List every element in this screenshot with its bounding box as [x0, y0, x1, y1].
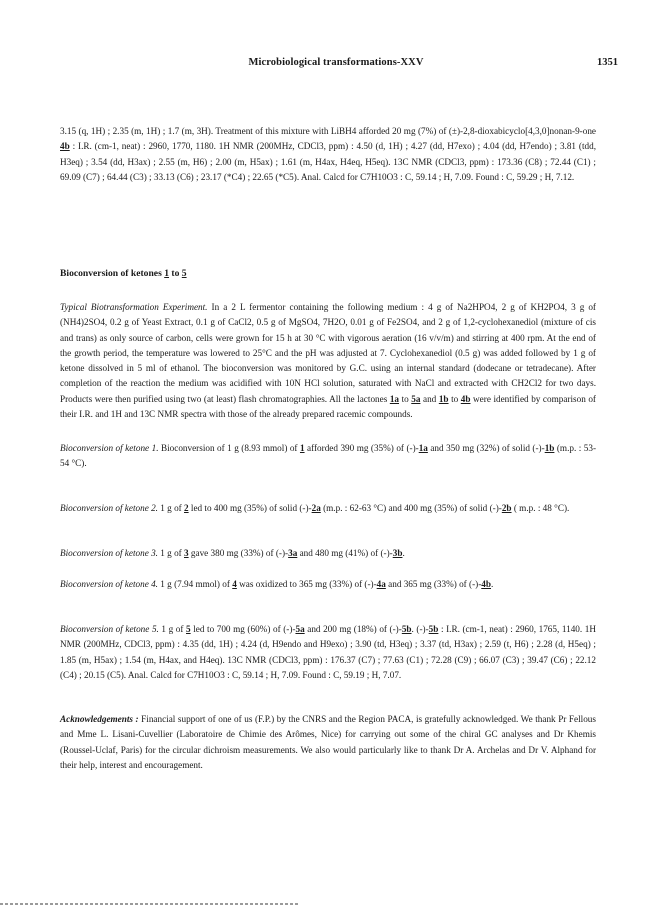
text-run: Financial support of one of us (F.P.) by the CNRS and the Region PACA, is gratefully acknowledged. We thank Pr Fellous and Mme L. Lisani-Cuvellier (Laboratoire de Chimie des Arômes, Nice) for carrying out some of the chiral GC analyses and Dr Khemis (Roussel-Uclaf, Paris) for the circular dichroism measurements. We also would particularly like to thank Dr A. Archelas and Dr V. Alphand for their help, interest and encouragement. — [60, 714, 596, 770]
running-title: Microbiological transformations-XXV — [248, 57, 424, 68]
text-run: : I.R. (cm-1, neat) : 2960, 1770, 1180. 1H NMR (200MHz, CDCl3, ppm) : 4.50 (d, 1H) ; 4.27 (dd, H7exo) ; 4.04 (dd, H7endo) ; 3.81 (tdd, H3eq) ; 3.54 (dd, H3ax) ; 2.55 (m, H6) ; 2.00 (m, H5ax) ; 1.61 (m, H4ax, H4eq, H5eq). 13C NMR (CDCl3, ppm) : 173.36 (C8) ; 72.44 (C1) ; 69.09 (C7) ; 64.44 (C3) ; 33.13 (C6) ; 23.17 (*C4) ; 22.65 (*C5). Anal. Calcd for C7H10O3 : C, 59.14 ; H, 7.09. Found : C, 59.29 ; H, 7.12. — [60, 141, 596, 182]
text-run: was oxidized to 365 mg (33%) of (-)- — [236, 579, 377, 589]
text-run: ( m.p. : 48 °C). — [511, 503, 570, 513]
text-run: In a 2 L fermentor containing the following medium : 4 g of Na2HPO4, 2 g of KH2PO4, 3 g of (NH4)2SO4, 0.2 g of Yeast Extract, 0.1 g of CaCl2, 0.5 g of MgSO4, 7H2O, 0.01 g of Fe2SO4, and 2 g of 1,2-cyclohexanediol (mixture of cis and trans) as only source of carbon, cells were grown for 15 h at 30 °C with vigorous aeration (16 v/v/m) and stirring at 400 rpm. At the end of the growth period, the temperature was lowered to 25°C and the pH was adjusted at 7. Cyclohexanediol (0.5 g) was added followed by 1 g of ketone dissolved in 5 ml of ethanol. The bioconversion was monitored by G.C. using an internal standard (dodecane or tetradecane). After completion of the reaction the medium was acidified with 10N HCl solution, saturated with NaCl and extracted with CH2Cl2 for two days. Products were then purified using two (at least) flash chromatographies. All the lactones — [60, 302, 596, 404]
bioconversion-ketone-1 — [60, 441, 596, 472]
paragraph-label: Bioconversion of ketone 1. — [60, 443, 159, 453]
text-run: afforded 390 mg (35%) of (-)- — [304, 443, 419, 453]
text-run: gave 380 mg (33%) of (-)- — [188, 548, 289, 558]
heading-text: to — [169, 268, 182, 279]
compound-ref: 1a — [389, 393, 400, 404]
compound-ref: 5a — [295, 624, 305, 634]
section-heading — [60, 266, 596, 281]
acknowledgements-paragraph — [60, 712, 596, 773]
text-run: to — [448, 393, 461, 404]
compound-ref: 3 — [184, 548, 189, 558]
text-run: and 350 mg (32%) of solid (-)- — [427, 443, 545, 453]
text-run: to — [399, 393, 412, 404]
compound-ref: 5b — [428, 624, 439, 634]
text-run: : I.R. (cm-1, neat) : 2960, 1765, 1140. 1H NMR (200MHz, CDCl3, ppm) : 4.35 (dd, 1H) ; 4.24 (d, H9endo and H9exo) ; 3.90 (td, H3eq) ; 3.37 (td, H3ax) ; 2.59 (t, H6) ; 2.28 (d, H5eq) ; 1.85 (m, H5ax) ; 1.54 (m, H4ax, and H4eq). 13C NMR (CDCl3, ppm) : 176.37 (C7) ; 77.63 (C1) ; 72.28 (C9) ; 66.07 (C3) ; 39.47 (C6) ; 22.12 (C4) ; 20.15 (C5). Anal. Calcd for C7H10O3 : C, 59.14 ; H, 7.09. Found : C, 59.19 ; H, 7.07. — [60, 624, 597, 680]
text-run: 1 g of — [157, 548, 185, 558]
typical-experiment-paragraph — [60, 300, 596, 422]
text-run: and 200 mg (18%) of (-)- — [304, 624, 402, 634]
text-run: and — [420, 393, 439, 404]
heading-text: Bioconversion of ketones — [60, 268, 165, 279]
bioconversion-ketone-2 — [60, 501, 596, 516]
compound-ref: 3a — [288, 548, 298, 558]
text-run: 3.15 (q, 1H) ; 2.35 (m, 1H) ; 1.7 (m, 3H). Treatment of this mixture with LiBH4 afforded 20 mg (7%) of (±)-2,8-dioxabicyclo[4,3,0]nonan-9-one — [60, 126, 596, 136]
text-run: 1 g (7.94 mmol) of — [157, 579, 233, 589]
bioconversion-ketone-4 — [60, 577, 596, 592]
text-run: 1 g of — [158, 624, 187, 634]
text-run: . — [491, 579, 494, 589]
compound-ref: 1b — [438, 393, 449, 404]
bioconversion-ketone-5 — [60, 622, 596, 683]
text-run: 1 g of — [157, 503, 185, 513]
text-run: and 480 mg (41%) of (-)- — [297, 548, 393, 558]
scan-artifact-line — [0, 903, 300, 905]
compound-ref: 1a — [418, 443, 428, 453]
compound-ref: 3b — [392, 548, 403, 558]
paragraph-label: Bioconversion of ketone 3. — [60, 548, 158, 558]
compound-ref: 1b — [544, 443, 555, 453]
text-run: (m.p. : 62-63 °C) and 400 mg (35%) of solid (-)- — [320, 503, 502, 513]
paragraph-label: Bioconversion of ketone 4. — [60, 579, 158, 589]
text-run: and 365 mg (33%) of (-)- — [385, 579, 482, 589]
compound-ref: 4b — [481, 579, 491, 589]
text-run: (m.p. : 53-54 °C). — [60, 443, 597, 469]
bioconversion-ketone-3 — [60, 546, 596, 561]
compound-ref: 4b — [460, 393, 471, 404]
compound-ref: 4a — [376, 579, 386, 589]
compound-ref: 4b — [60, 141, 70, 152]
text-run: led to 700 mg (60%) of (-)- — [190, 624, 296, 634]
compound-ref: 2b — [501, 503, 512, 513]
compound-ref: 5a — [411, 393, 421, 404]
compound-ref: 5 — [181, 268, 187, 279]
compound-ref: 5 — [186, 624, 191, 634]
paragraph-label: Bioconversion of ketone 5. — [60, 624, 159, 634]
paragraph-label: Acknowledgements : — [60, 714, 139, 724]
text-run: led to 400 mg (35%) of solid (-)- — [188, 503, 312, 513]
compound-ref: 1 — [299, 443, 305, 453]
compound-ref: 4 — [232, 579, 237, 589]
text-run: . (-)- — [411, 624, 429, 634]
continued-experimental-text — [60, 124, 596, 185]
compound-ref: 2 — [184, 503, 189, 513]
compound-ref: 2a — [311, 503, 321, 513]
paragraph-label: Bioconversion of ketone 2. — [60, 503, 158, 513]
text-run: were identified by comparison of their I.R. and 1H and 13C NMR spectra with those of the already prepared racemic compounds. — [60, 393, 596, 420]
compound-ref: 5b — [401, 624, 412, 634]
paragraph-label: Typical Biotransformation Experiment. — [60, 302, 208, 312]
page-number: 1351 — [597, 57, 618, 68]
text-run: . — [402, 548, 405, 558]
text-run: Bioconversion of 1 g (8.93 mmol) of — [158, 443, 300, 453]
compound-ref: 1 — [164, 268, 169, 279]
